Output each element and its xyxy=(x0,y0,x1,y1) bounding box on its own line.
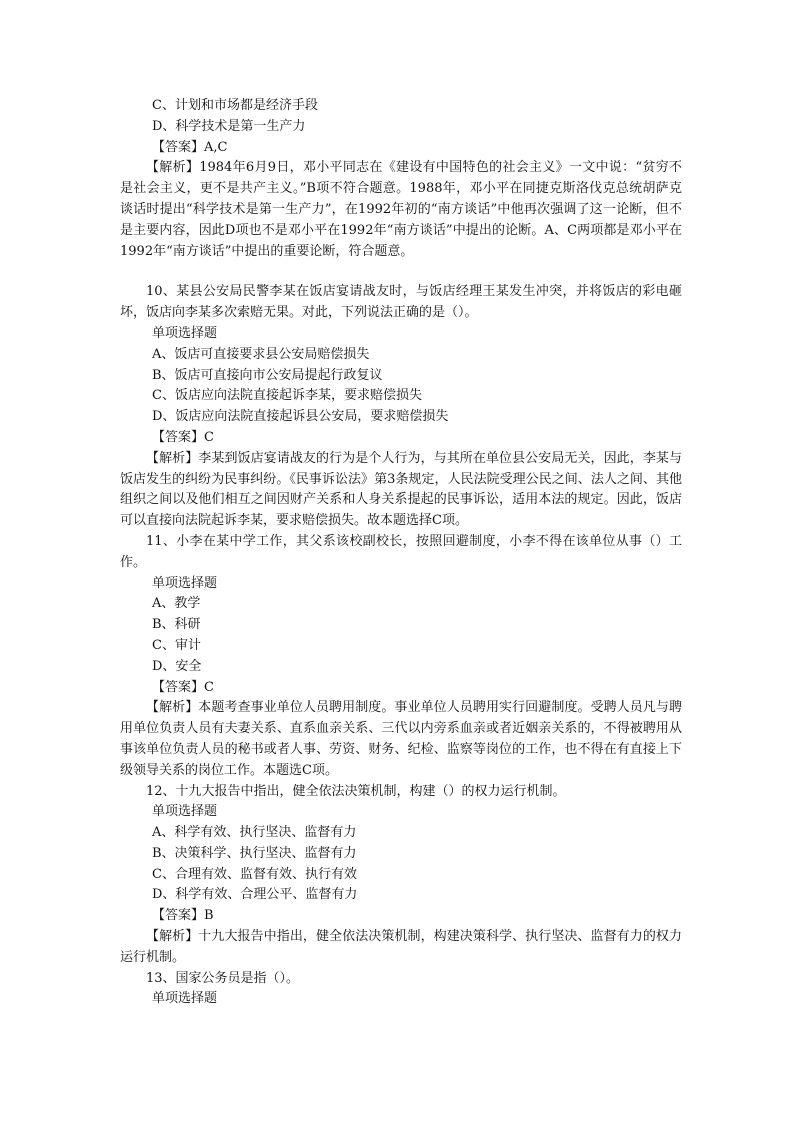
answer: 【答案】A,C xyxy=(152,139,228,155)
option-b: B、决策科学、执行坚决、监督有力 xyxy=(152,845,357,861)
option-d: D、安全 xyxy=(152,658,202,674)
option-a: A、教学 xyxy=(152,596,201,612)
question-type: 单项选择题 xyxy=(152,804,218,820)
question-11-stem: 11、小李在某中学工作，其父系该校副校长，按照回避制度，小李不得在该单位从事（）工作。 xyxy=(120,533,682,570)
option-a: A、科学有效、执行坚决、监督有力 xyxy=(152,825,357,841)
option-d: D、科学技术是第一生产力 xyxy=(152,118,306,134)
question-12-stem: 12、十九大报告中指出，健全依法决策机制，构建（）的权力运行机制。 xyxy=(146,783,566,799)
document-page xyxy=(120,96,682,1010)
answer: 【答案】C xyxy=(152,429,214,445)
question-type: 单项选择题 xyxy=(152,991,218,1007)
answer: 【答案】C xyxy=(152,679,214,695)
option-d: D、科学有效、合理公平、监督有力 xyxy=(152,887,358,903)
spacer xyxy=(120,262,682,282)
option-c: C、合理有效、监督有效、执行有效 xyxy=(152,866,357,882)
analysis: 【解析】李某到饭店宴请战友的行为是个人行为，与其所在单位县公安局无关，因此，李某与饭店发生的纠纷为民事纠纷。《民事诉讼法》第3条规定，人民法院受理公民之间、法人之间、其他组织之间以及他们相互之间因财产关系和人身关系提起的民事诉讼，适用本法的规定。因此，饭店可以直接向法院起诉李某，要求赔偿损失。故本题选择C项。 xyxy=(120,450,682,529)
option-c: C、审计 xyxy=(152,637,201,653)
question-13-stem: 13、国家公务员是指（）。 xyxy=(146,970,300,986)
answer: 【答案】B xyxy=(152,908,214,924)
option-c: C、计划和市场都是经济手段 xyxy=(152,98,318,113)
option-c: C、饭店应向法院直接起诉李某，要求赔偿损失 xyxy=(152,388,422,404)
option-b: B、饭店可直接向市公安局提起行政复议 xyxy=(152,367,383,383)
option-d: D、饭店应向法院直接起诉县公安局，要求赔偿损失 xyxy=(152,409,449,425)
analysis: 【解析】十九大报告中指出，健全依法决策机制，构建决策科学、执行坚决、监督有力的权力运行机制。 xyxy=(120,929,682,965)
question-type: 单项选择题 xyxy=(152,325,218,341)
option-b: B、科研 xyxy=(152,617,201,633)
analysis: 【解析】本题考查事业单位人员聘用制度。事业单位人员聘用实行回避制度。受聘人员凡与聘用单位负责人员有夫妻关系、直系血亲关系、三代以内旁系血亲或者近姻亲关系的，不得被聘用从事该单位负责人员的秘书或者人事、劳资、财务、纪检、监察等岗位的工作，也不得在有直接上下级领导关系的岗位工作。本题选C项。 xyxy=(120,700,682,778)
question-10-stem: 10、某县公安局民警李某在饭店宴请战友时，与饭店经理王某发生冲突，并将饭店的彩电砸坏，饭店向李某多次索赔无果。对此，下列说法正确的是（）。 xyxy=(120,284,682,321)
question-type: 单项选择题 xyxy=(152,575,218,591)
analysis: 【解析】1984年6月9日，邓小平同志在《建设有中国特色的社会主义》一文中说：“贫穷不是社会主义，更不是共产主义。”B项不符合题意。1988年，邓小平在同捷克斯洛伐克总统胡萨克谈话时提出“科学技术是第一生产力”，在1992年初的“南方谈话”中他再次强调了这一论断，但不是主要内容，因此D项也不是邓小平在1992年“南方谈话”中提出的论断。A、C两项都是邓小平在1992年“南方谈话”中提出的重要论断，符合题意。 xyxy=(120,160,682,259)
option-a: A、饭店可直接要求县公安局赔偿损失 xyxy=(152,346,370,362)
